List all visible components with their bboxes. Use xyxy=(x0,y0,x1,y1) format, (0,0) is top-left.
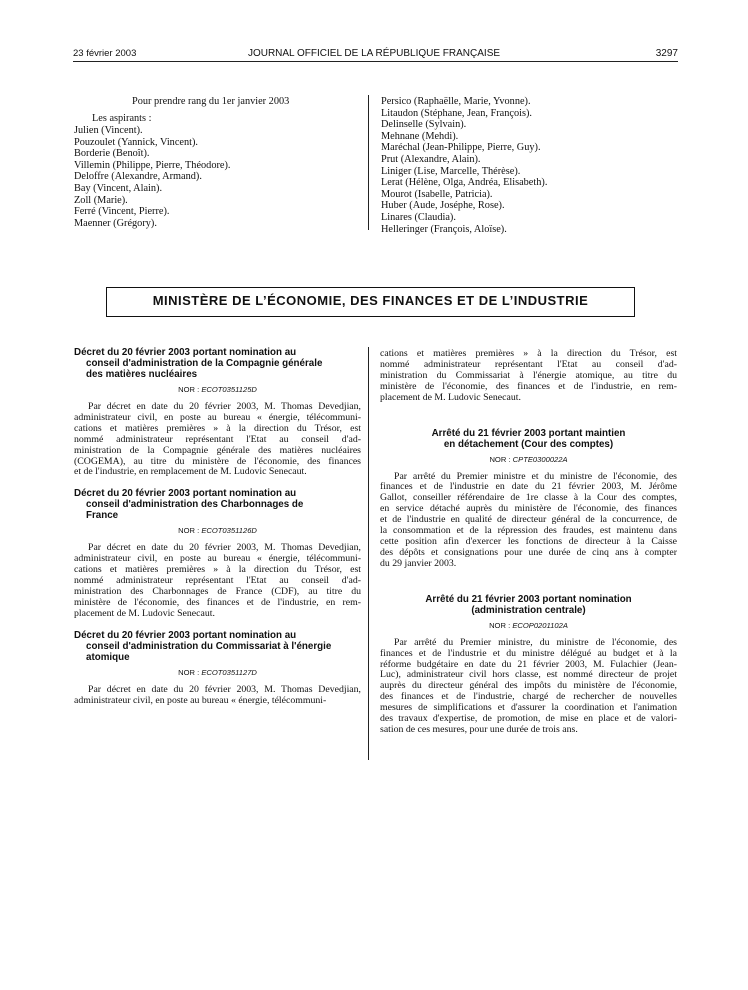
article-title-line: en détachement (Cour des comptes) xyxy=(443,438,614,450)
ministry-title: MINISTÈRE DE L’ÉCONOMIE, DES FINANCES ET DE L’INDUSTRIE xyxy=(152,293,589,308)
rank-heading: Pour prendre rang du 1er janvier 2003 xyxy=(132,96,290,107)
article-title-line: Arrêté du 21 février 2003 portant maintien xyxy=(431,427,626,439)
article xyxy=(380,428,677,570)
body-line: (COGEMA), au titre du ministère de l'économie, des finances xyxy=(74,455,361,467)
nor-label: NOR : xyxy=(489,454,511,464)
aspirant-name: Zoll (Marie). xyxy=(74,194,128,206)
article-title-line: France xyxy=(86,510,119,522)
body-line: administrateur civil, en poste au bureau « énergie, télécommuni- xyxy=(74,553,361,565)
body-line: nommé administrateur représentant l'Etat au conseil d'ad- xyxy=(74,433,361,445)
body-line: ministration des Charbonnages de France (CDF), au titre du xyxy=(74,585,361,597)
aspirant-name: Linares (Claudia). xyxy=(381,211,456,223)
aspirant-name: Helleringer (François, Aloïse). xyxy=(381,223,507,235)
aspirants-list-left xyxy=(74,125,230,229)
page-number: 3297 xyxy=(655,48,678,59)
article-body xyxy=(380,638,677,736)
aspirant-name: Huber (Aude, Joséphe, Rose). xyxy=(381,200,505,212)
journal-title: JOURNAL OFFICIEL DE LA RÉPUBLIQUE FRANÇAISE xyxy=(247,48,501,59)
continuation-text xyxy=(380,349,677,404)
article-title xyxy=(74,488,361,521)
nor-label: NOR : xyxy=(178,526,200,536)
article-title-line: atomique xyxy=(86,651,130,663)
aspirant-name: Pouzoulet (Yannick, Vincent). xyxy=(74,136,198,148)
nor-label: NOR : xyxy=(178,667,200,677)
article-title xyxy=(74,630,361,663)
body-line: réforme budgétaire en date du 21 février 2003, M. Fulachier (Jean- xyxy=(380,658,677,670)
aspirant-name: Litaudon (Stéphane, Jean, François). xyxy=(381,107,532,119)
aspirant-name: Borderie (Benoît). xyxy=(74,148,150,160)
body-line: des travaux d'expertise, de promotion, de mise en place et de valori- xyxy=(380,713,677,725)
nor-label: NOR : xyxy=(178,385,200,394)
body-line: nommé administrateur représentant l'Etat au conseil d'ad- xyxy=(74,575,361,587)
header-rule xyxy=(73,61,678,62)
article-body xyxy=(74,402,361,478)
nor-code: CPTE0300022A xyxy=(512,454,568,464)
body-line: mesures de simplifications et d'assurer la coordination et l'animation xyxy=(380,702,677,714)
aspirants-label: Les aspirants : xyxy=(92,113,152,124)
article-title xyxy=(380,428,677,450)
article xyxy=(380,594,677,736)
aspirants-list-right xyxy=(381,96,547,235)
body-line: cations et matières premières » à la direction du Trésor, est xyxy=(74,422,361,434)
article-body xyxy=(74,685,361,707)
article xyxy=(74,630,361,707)
article-title-line: des matières nucléaires xyxy=(86,369,198,380)
article-title xyxy=(380,594,677,616)
aspirant-name: Persico (Raphaëlle, Marie, Yvonne). xyxy=(381,96,531,107)
body-line: Par arrêté du Premier ministre et du ministre de l'économie, des xyxy=(394,470,677,482)
body-line: Luc), administrateur civil hors classe, est nommé directeur de projet xyxy=(380,669,677,681)
body-line: Par décret en date du 20 février 2003, M. Thomas Devedjian, xyxy=(88,401,361,412)
aspirant-name: Maenner (Grégory). xyxy=(74,217,157,229)
body-line: finances et de l'industrie et du ministre délégué au budget et à la xyxy=(380,647,677,659)
body-line: Gallot, conseiller référendaire de 1re classe à la Cour des comptes, xyxy=(380,492,677,504)
article-title xyxy=(74,347,361,380)
article-title-line: conseil d'administration du Commissariat à l'énergie xyxy=(86,640,332,652)
nor-code: ECOT0351126D xyxy=(201,526,257,536)
nor-code: ECOT0351125D xyxy=(201,385,257,394)
nor-reference xyxy=(380,455,677,464)
body-line: placement de M. Ludovic Senecaut. xyxy=(380,391,521,403)
aspirant-name: Lerat (Hélène, Olga, Andréa, Elisabeth). xyxy=(381,177,548,189)
aspirant-name: Ferré (Vincent, Pierre). xyxy=(74,206,170,218)
left-column xyxy=(74,347,361,717)
article xyxy=(74,347,361,478)
body-line: placement de M. Ludovic Senecaut. xyxy=(74,607,215,619)
article-title-line: Arrêté du 21 février 2003 portant nomination xyxy=(425,593,632,605)
aspirant-name: Delinselle (Sylvain). xyxy=(381,119,467,131)
body-line: en service détaché auprès du ministère de l'économie, des finances xyxy=(380,503,677,515)
right-column xyxy=(380,349,677,760)
body-line: auprès du directeur général des impôts du ministère de l'économie, xyxy=(380,680,677,692)
body-line: Par décret en date du 20 février 2003, M. Thomas Devedjian, xyxy=(88,542,361,554)
body-line: et de l'industrie en qualité de directeur général de la concurrence, de xyxy=(380,514,677,526)
article-title-line: Décret du 20 février 2003 portant nomination au xyxy=(74,347,297,358)
nor-reference xyxy=(74,668,361,677)
ministry-banner xyxy=(106,287,635,317)
body-line: ministère de l'économie, des finances et de l'industrie, en rem- xyxy=(380,380,677,392)
body-line: ministration du Commissariat à l'énergie atomique, au titre du xyxy=(380,369,677,381)
aspirant-name: Mehnane (Mehdi). xyxy=(381,130,459,142)
nor-reference xyxy=(74,385,361,394)
aspirant-name: Julien (Vincent). xyxy=(74,125,143,136)
body-line: la consommation et de la répression des fraudes, est maintenu dans xyxy=(380,525,677,537)
body-line: Par décret en date du 20 février 2003, M. Thomas Devedjian, xyxy=(88,683,361,695)
article xyxy=(74,488,361,619)
body-line: Par arrêté du Premier ministre, du ministre de l'économie, des xyxy=(394,636,677,648)
body-line: ministère de l'économie, des finances et de l'industrie, en rem- xyxy=(74,596,361,608)
body-line: et de l'industrie, en remplacement de M. Ludovic Senecaut. xyxy=(74,466,307,478)
main-column-rule xyxy=(368,347,369,760)
nor-code: ECOP0201102A xyxy=(512,620,568,630)
nor-code: ECOT0351127D xyxy=(201,667,257,677)
body-line: cations et matières premières » à la direction du Trésor, est xyxy=(380,348,677,359)
body-line: sation de ces mesures, pour une durée de trois ans. xyxy=(380,723,578,735)
body-line: nommé administrateur représentant l'Etat au conseil d'ad- xyxy=(380,358,677,370)
article-title-line: conseil d'administration des Charbonnages de xyxy=(86,499,304,511)
body-line: des dépôts et consignations pour une durée de cinq ans à compter xyxy=(380,546,677,558)
nor-reference xyxy=(380,621,677,630)
body-line: cette position afin d'exercer les fonctions de directeur à la Caisse xyxy=(380,535,677,547)
aspirant-name: Maréchal (Jean-Philippe, Pierre, Guy). xyxy=(381,142,541,154)
article-title-line: Décret du 20 février 2003 portant nomination au xyxy=(74,629,297,641)
header-date: 23 février 2003 xyxy=(73,48,137,59)
aspirant-name: Bay (Vincent, Alain). xyxy=(74,182,163,194)
body-line: finances et de l'industrie en date du 21 février 2003, M. Jérôme xyxy=(380,481,677,493)
top-column-rule xyxy=(368,95,369,230)
article-body xyxy=(74,543,361,619)
body-line: administrateur civil, en poste au bureau « énergie, télécommuni- xyxy=(74,411,361,423)
nor-reference xyxy=(74,526,361,535)
nor-label: NOR : xyxy=(489,620,511,630)
article-title-line: conseil d'administration de la Compagnie générale xyxy=(86,358,323,369)
body-line: du 29 janvier 2003. xyxy=(380,557,457,569)
article-title-line: Décret du 20 février 2003 portant nomination au xyxy=(74,488,297,500)
aspirant-name: Villemin (Philippe, Pierre, Théodore). xyxy=(74,159,231,171)
body-line: des finances et de l'industrie, chargé de rechercher de nouvelles xyxy=(380,691,677,703)
body-line: cations et matières premières » à la direction du Trésor, est xyxy=(74,564,361,576)
body-line: ministration de la Compagnie générale des matières nucléaires xyxy=(74,444,361,456)
aspirant-name: Prut (Alexandre, Alain). xyxy=(381,153,481,165)
body-line: administrateur civil, en poste au bureau « énergie, télécommuni- xyxy=(74,694,327,706)
aspirant-name: Liniger (Lise, Marcelle, Thérèse). xyxy=(381,165,521,177)
aspirant-name: Deloffre (Alexandre, Armand). xyxy=(74,171,202,183)
article-body xyxy=(380,472,677,570)
aspirant-name: Mourot (Isabelle, Patricia). xyxy=(381,188,493,200)
article-title-line: (administration centrale) xyxy=(471,604,586,616)
